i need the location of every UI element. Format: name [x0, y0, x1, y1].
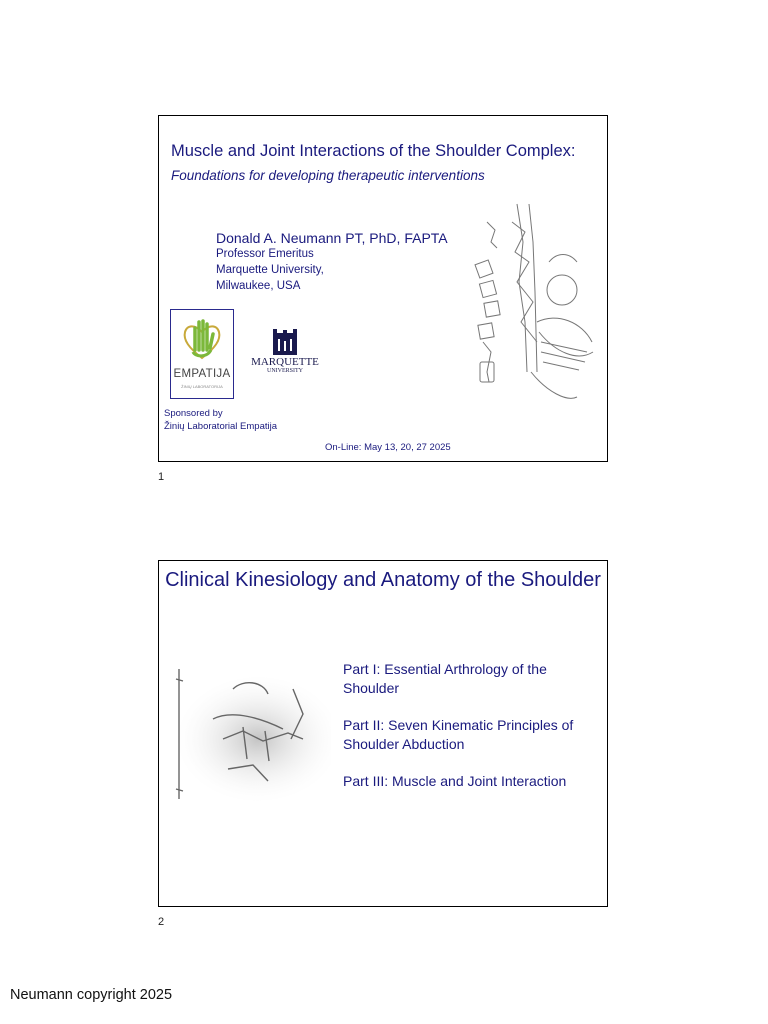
marquette-building-icon — [245, 329, 325, 357]
sponsor-line: Žinių Laboratorial Empatija — [164, 420, 278, 432]
slide-title: Clinical Kinesiology and Anatomy of the Shoulder — [165, 569, 601, 591]
slide-1 — [158, 115, 608, 462]
affiliation-line: Marquette University, — [216, 264, 324, 276]
outline-item: Part III: Muscle and Joint Interaction — [343, 773, 567, 789]
outline-item: Part I: Essential Arthrology of the Shoulder — [343, 661, 547, 696]
author-name: Donald A. Neumann PT, PhD, FAPTA — [216, 230, 448, 246]
shoulder-illustration — [173, 669, 331, 801]
sponsor-line: Sponsored by — [164, 408, 223, 419]
slide-subtitle: Foundations for developing therapeutic interventions — [171, 168, 485, 183]
slide-number: 2 — [158, 916, 165, 928]
affiliation-line: Professor Emeritus — [216, 248, 314, 260]
marquette-logo — [245, 329, 325, 379]
slide-number: 1 — [158, 471, 165, 483]
sponsor-note — [164, 408, 277, 433]
shoulder-anatomy-illustration — [467, 202, 602, 416]
empatija-wordmark: EMPATIJA — [173, 368, 231, 380]
outline-item: Part II: Seven Kinematic Principles of Shoulder Abduction — [343, 717, 574, 752]
marquette-wordmark: MARQUETTE — [251, 356, 319, 368]
copyright-footer: Neumann copyright 2025 — [10, 987, 173, 1003]
session-dates: On-Line: May 13, 20, 27 2025 — [325, 442, 451, 453]
slide-2 — [158, 560, 608, 907]
hand-heart-icon — [171, 310, 233, 370]
affiliation-line: Milwaukee, USA — [216, 280, 301, 292]
empatija-logo — [170, 309, 234, 399]
slide-title: Muscle and Joint Interactions of the Shoulder Complex: — [171, 142, 576, 160]
marquette-subtext: UNIVERSITY — [267, 368, 303, 374]
empatija-subtext: ŽINIŲ LABORATORIJA — [181, 384, 223, 389]
